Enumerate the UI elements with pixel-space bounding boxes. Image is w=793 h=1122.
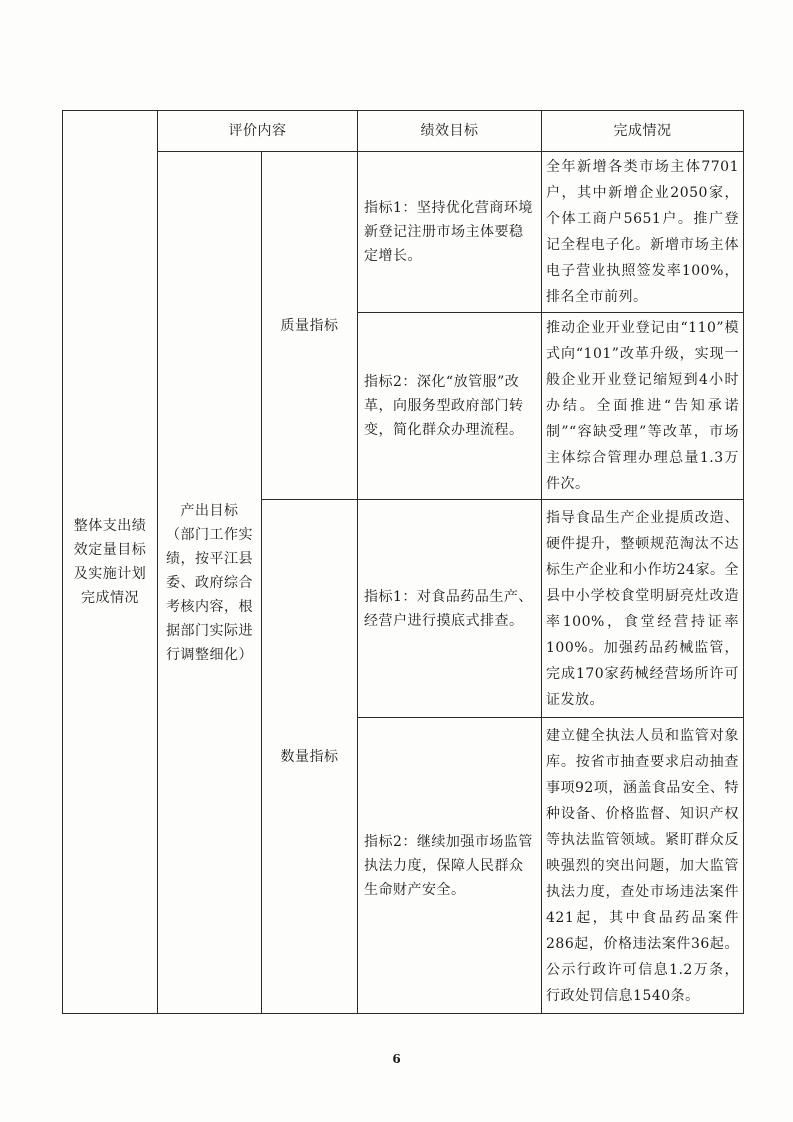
page-number: 6 [392,1052,401,1066]
target-cell: 指标1：对食品药品生产、经营户进行摸底式排查。 [358,500,542,718]
table-header-row [63,111,744,152]
header-target: 绩效目标 [358,111,542,152]
target-cell: 指标1：坚持优化营商环境新登记注册市场主体要稳定增长。 [358,152,542,313]
category-quantity: 数量指标 [262,500,358,1014]
header-content: 评价内容 [158,111,358,152]
performance-table [62,110,744,1014]
output-label: 产出目标 [180,502,239,519]
status-cell: 全年新增各类市场主体7701户，其中新增企业2050家，个体工商户5651户。推广登记全程电子化。新增市场主体电子营业执照签发率100%，排名全市前列。 [542,152,744,313]
table-row [63,152,744,313]
status-cell: 建立健全执法人员和监管对象库。按省市抽查要求启动抽查事项92项，涵盖食品安全、特种设备、价格监督、知识产权等执法监管领域。紧盯群众反映强烈的突出问题，加大监管执法力度，查处市场违法案件421起，其中食品药品案件286起，价格违法案件36起。公示行政许可信息1.2万条，行政处罚信息1540条。 [542,718,744,1014]
status-cell: 推动企业开业登记由“110”模式向“101”改革升级，实现一般企业开业登记缩短到4小时办结。全面推进“告知承诺制”“容缺受理”等改革，市场主体综合管理办理总量1.3万件次。 [542,313,744,500]
header-status: 完成情况 [542,111,744,152]
output-target-cell [158,152,262,1014]
target-cell: 指标2：深化“放管服”改革，向服务型政府部门转变，简化群众办理流程。 [358,313,542,500]
group-label-cell: 整体支出绩效定量目标及实施计划完成情况 [63,111,158,1014]
category-quality: 质量指标 [262,152,358,500]
status-cell: 指导食品生产企业提质改造、硬件提升，整顿规范淘汰不达标生产企业和小作坊24家。全县中小学校食堂明厨亮灶改造率100%，食堂经营持证率100%。加强药品药械监管，完成170家药械经营场所许可证发放。 [542,500,744,718]
target-cell: 指标2：继续加强市场监管执法力度，保障人民群众生命财产安全。 [358,718,542,1014]
output-note: （部门工作实绩，按平江县委、政府综合考核内容，根据部门实际进行调整细化） [166,526,253,663]
